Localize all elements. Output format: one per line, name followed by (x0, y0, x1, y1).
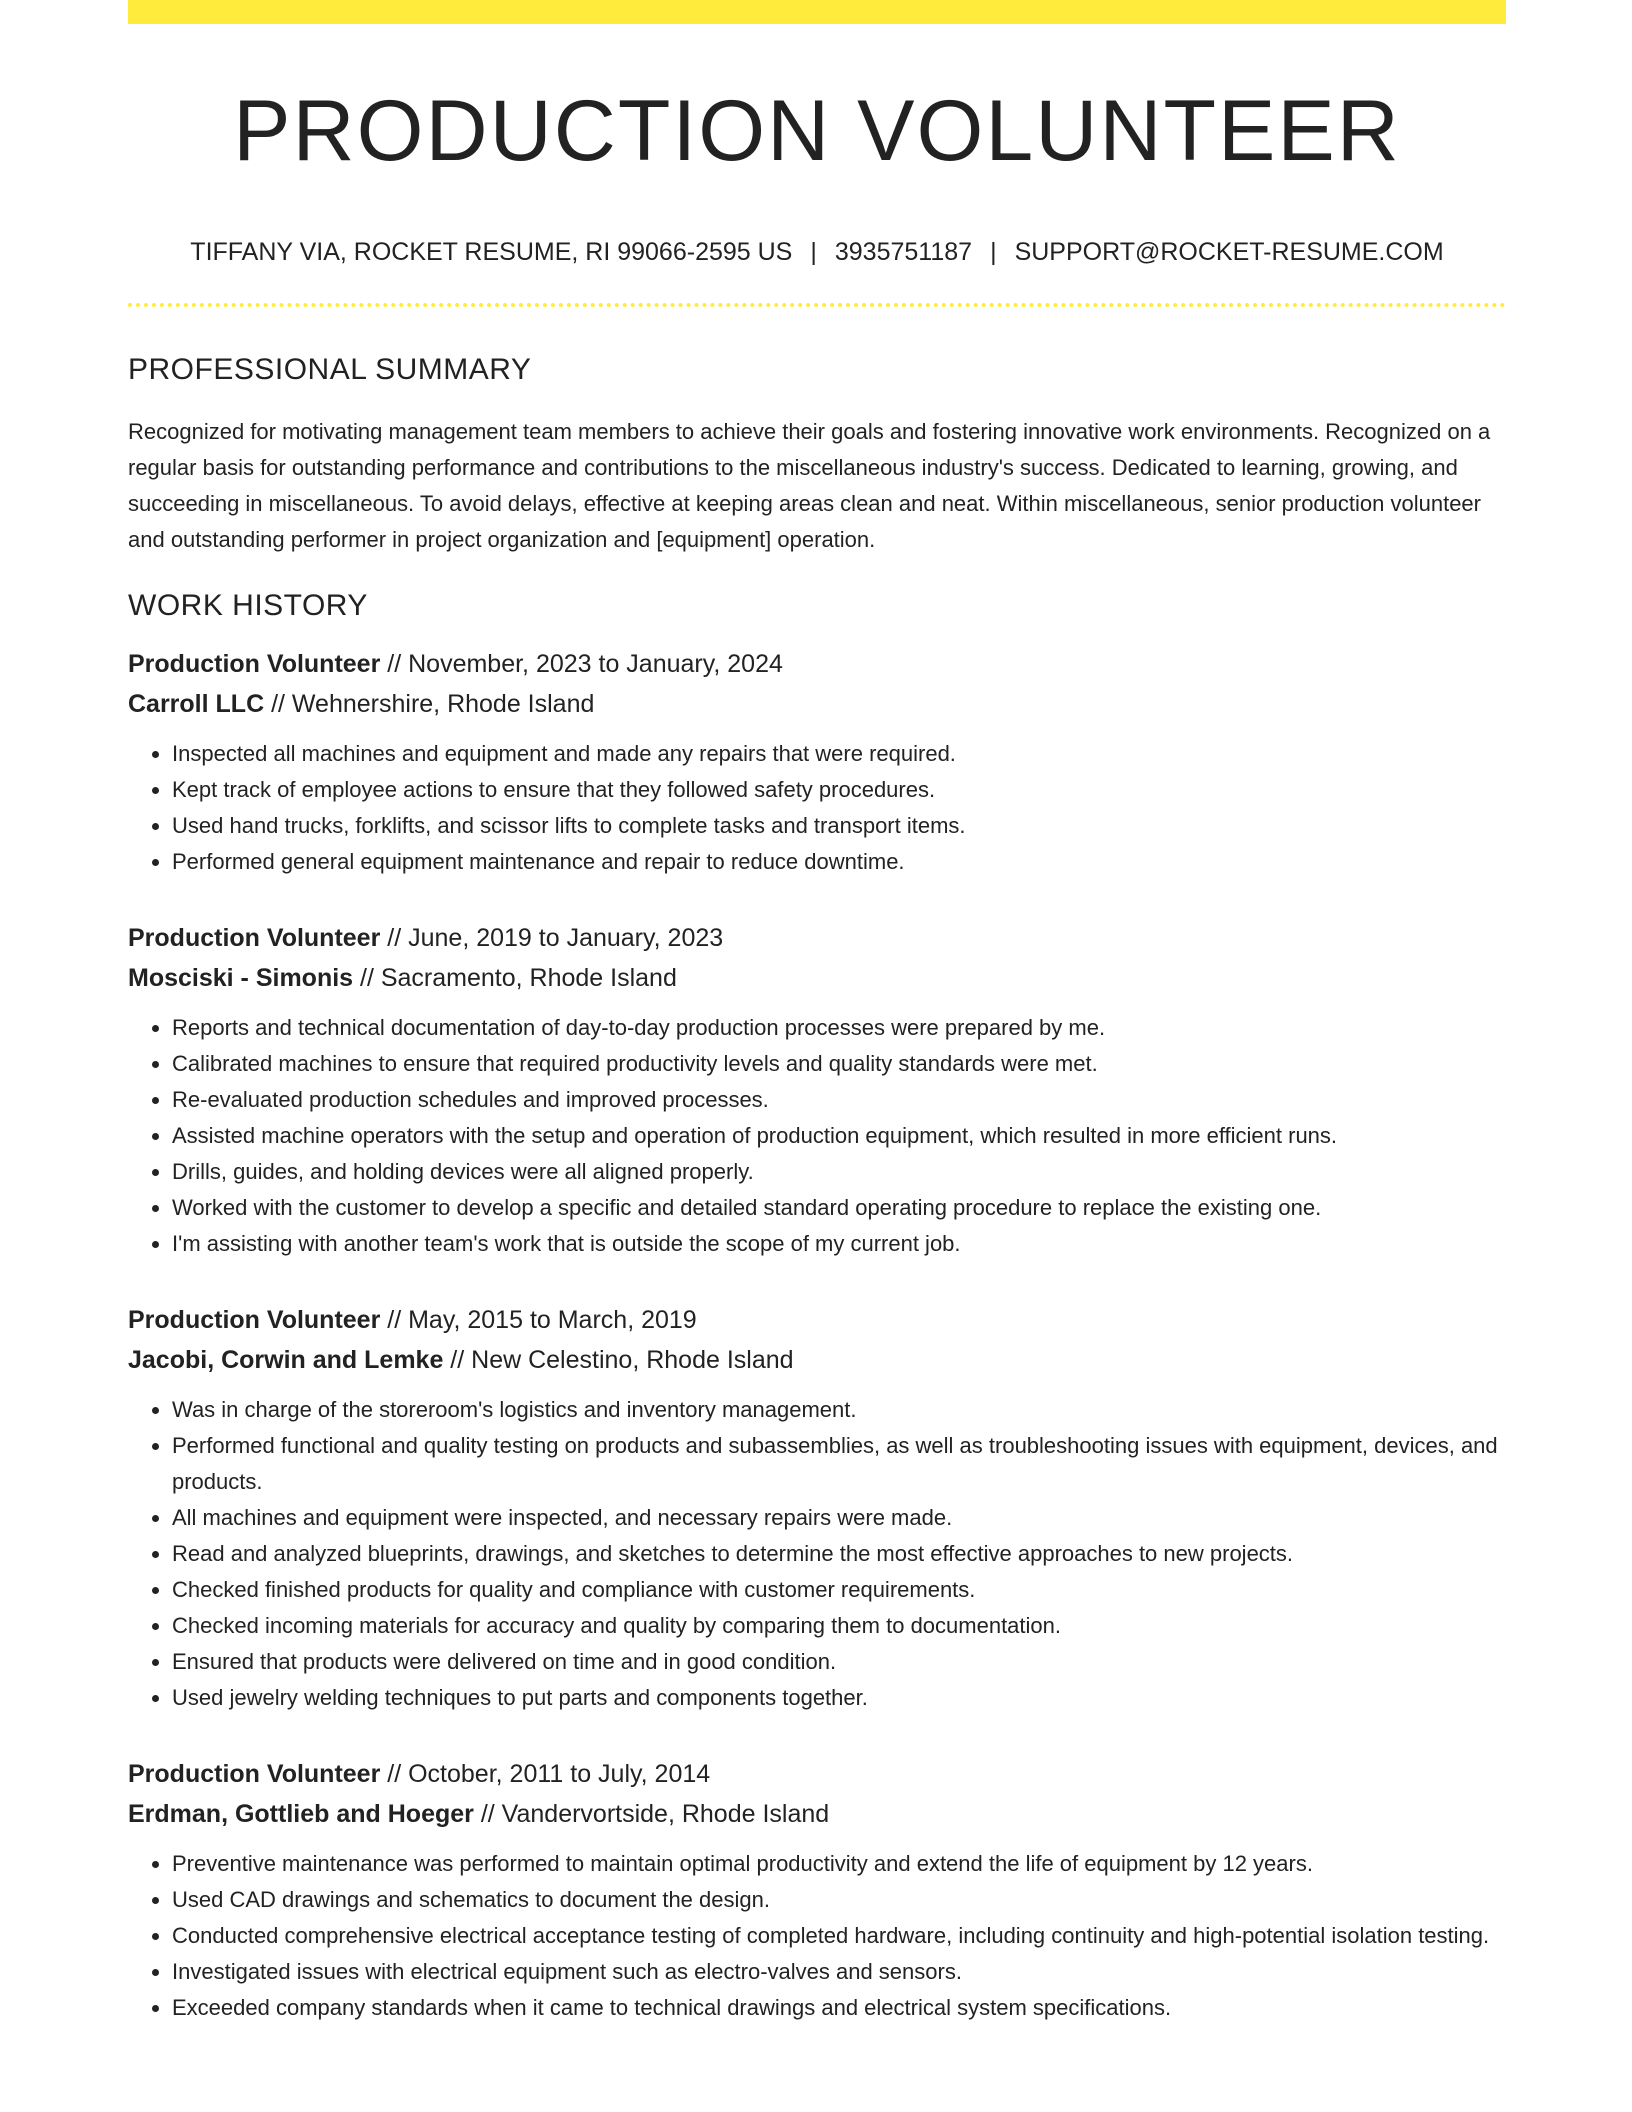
job-bullet: • All machines and equipment were inspected, and necessary repairs were made. (172, 1500, 1506, 1536)
job-entry (128, 918, 1506, 1262)
job-bullet-list (128, 1392, 1506, 1716)
resume-title: PRODUCTION VOLUNTEER (233, 83, 1401, 179)
job-company-line (128, 958, 1506, 998)
job-company-line (128, 1340, 1506, 1380)
job-bullet: • Assisted machine operators with the setup and operation of production equipment, which resulted in more efficient runs. (172, 1118, 1506, 1154)
job-entry (128, 1754, 1506, 2026)
job-bullet: • Was in charge of the storeroom's logistics and inventory management. (172, 1392, 1506, 1428)
job-title-line (128, 644, 1506, 684)
job-bullet: • Checked incoming materials for accuracy and quality by comparing them to documentation. (172, 1608, 1506, 1644)
job-title-line (128, 918, 1506, 958)
job-dates: // June, 2019 to January, 2023 (380, 923, 724, 952)
job-bullet: • Used jewelry welding techniques to put parts and components together. (172, 1680, 1506, 1716)
job-role: Production Volunteer (128, 1305, 381, 1334)
job-bullet: • Exceeded company standards when it came to technical drawings and electrical system specifications. (172, 1990, 1506, 2026)
job-company-line (128, 1794, 1506, 1834)
job-entry (128, 644, 1506, 880)
job-company: Mosciski - Simonis (128, 963, 354, 992)
job-bullet: • Performed functional and quality testing on products and subassemblies, as well as troubleshooting issues with equipment, devices, and products. (172, 1428, 1506, 1500)
job-bullet: • Kept track of employee actions to ensure that they followed safety procedures. (172, 772, 1506, 808)
job-bullet: • Read and analyzed blueprints, drawings, and sketches to determine the most effective approaches to new projects. (172, 1536, 1506, 1572)
job-bullet: • Performed general equipment maintenance and repair to reduce downtime. (172, 844, 1506, 880)
work-history-list (128, 644, 1506, 2026)
contact-separator: | (810, 237, 817, 266)
job-location: // Wehnershire, Rhode Island (264, 689, 595, 718)
job-bullet: • I'm assisting with another team's work that is outside the scope of my current job. (172, 1226, 1506, 1262)
contact-address: TIFFANY VIA, ROCKET RESUME, RI 99066-2595 US (190, 237, 793, 266)
job-company: Jacobi, Corwin and Lemke (128, 1345, 444, 1374)
job-company: Carroll LLC (128, 689, 265, 718)
job-bullet-list (128, 1010, 1506, 1262)
job-role: Production Volunteer (128, 923, 381, 952)
job-bullet: • Used hand trucks, forklifts, and scissor lifts to complete tasks and transport items. (172, 808, 1506, 844)
top-accent-bar (128, 0, 1506, 24)
job-bullet: • Reports and technical documentation of day-to-day production processes were prepared by me. (172, 1010, 1506, 1046)
job-bullet: • Drills, guides, and holding devices were all aligned properly. (172, 1154, 1506, 1190)
job-entry (128, 1300, 1506, 1716)
job-dates: // May, 2015 to March, 2019 (380, 1305, 697, 1334)
job-bullet: • Worked with the customer to develop a specific and detailed standard operating procedure to replace the existing one. (172, 1190, 1506, 1226)
job-location: // Sacramento, Rhode Island (353, 963, 677, 992)
job-title-line (128, 1754, 1506, 1794)
job-dates: // October, 2011 to July, 2014 (380, 1759, 711, 1788)
job-company-line (128, 684, 1506, 724)
job-bullet: • Preventive maintenance was performed to maintain optimal productivity and extend the life of equipment by 12 years. (172, 1846, 1506, 1882)
job-dates: // November, 2023 to January, 2024 (380, 649, 783, 678)
job-bullet: • Re-evaluated production schedules and improved processes. (172, 1082, 1506, 1118)
job-bullet: • Checked finished products for quality and compliance with customer requirements. (172, 1572, 1506, 1608)
job-location: // Vandervortside, Rhode Island (473, 1799, 830, 1828)
contact-line (128, 237, 1506, 267)
summary-heading: PROFESSIONAL SUMMARY (128, 352, 532, 386)
work-history-heading: WORK HISTORY (128, 588, 368, 622)
contact-separator: | (990, 237, 997, 266)
job-bullet: • Calibrated machines to ensure that required productivity levels and quality standards were met. (172, 1046, 1506, 1082)
job-bullet-list (128, 1846, 1506, 2026)
contact-phone: 3935751187 (834, 237, 973, 266)
job-bullet: • Conducted comprehensive electrical acceptance testing of completed hardware, including continuity and high-potential isolation testing. (172, 1918, 1506, 1954)
job-bullet: • Used CAD drawings and schematics to document the design. (172, 1882, 1506, 1918)
job-bullet: • Investigated issues with electrical equipment such as electro-valves and sensors. (172, 1954, 1506, 1990)
job-bullet: • Ensured that products were delivered on time and in good condition. (172, 1644, 1506, 1680)
job-location: // New Celestino, Rhode Island (443, 1345, 794, 1374)
job-role: Production Volunteer (128, 649, 381, 678)
header-divider (128, 303, 1506, 307)
resume-page (128, 0, 1506, 2026)
contact-email: SUPPORT@ROCKET-RESUME.COM (1014, 237, 1444, 266)
summary-text: Recognized for motivating management team members to achieve their goals and fostering innovative work environments. Recognized on a regular basis for outstanding performance and contributions to the miscellaneous industry's success. Dedicated to learning, growing, and succeeding in miscellaneous. To avoid delays, effective at keeping areas clean and neat. Within miscellaneous, senior production volunteer and outstanding performer in project organization and [equipment] operation. (128, 418, 1491, 552)
job-bullet: • Inspected all machines and equipment and made any repairs that were required. (172, 736, 1506, 772)
job-bullet-list (128, 736, 1506, 880)
job-title-line (128, 1300, 1506, 1340)
job-role: Production Volunteer (128, 1759, 381, 1788)
job-company: Erdman, Gottlieb and Hoeger (128, 1799, 474, 1828)
